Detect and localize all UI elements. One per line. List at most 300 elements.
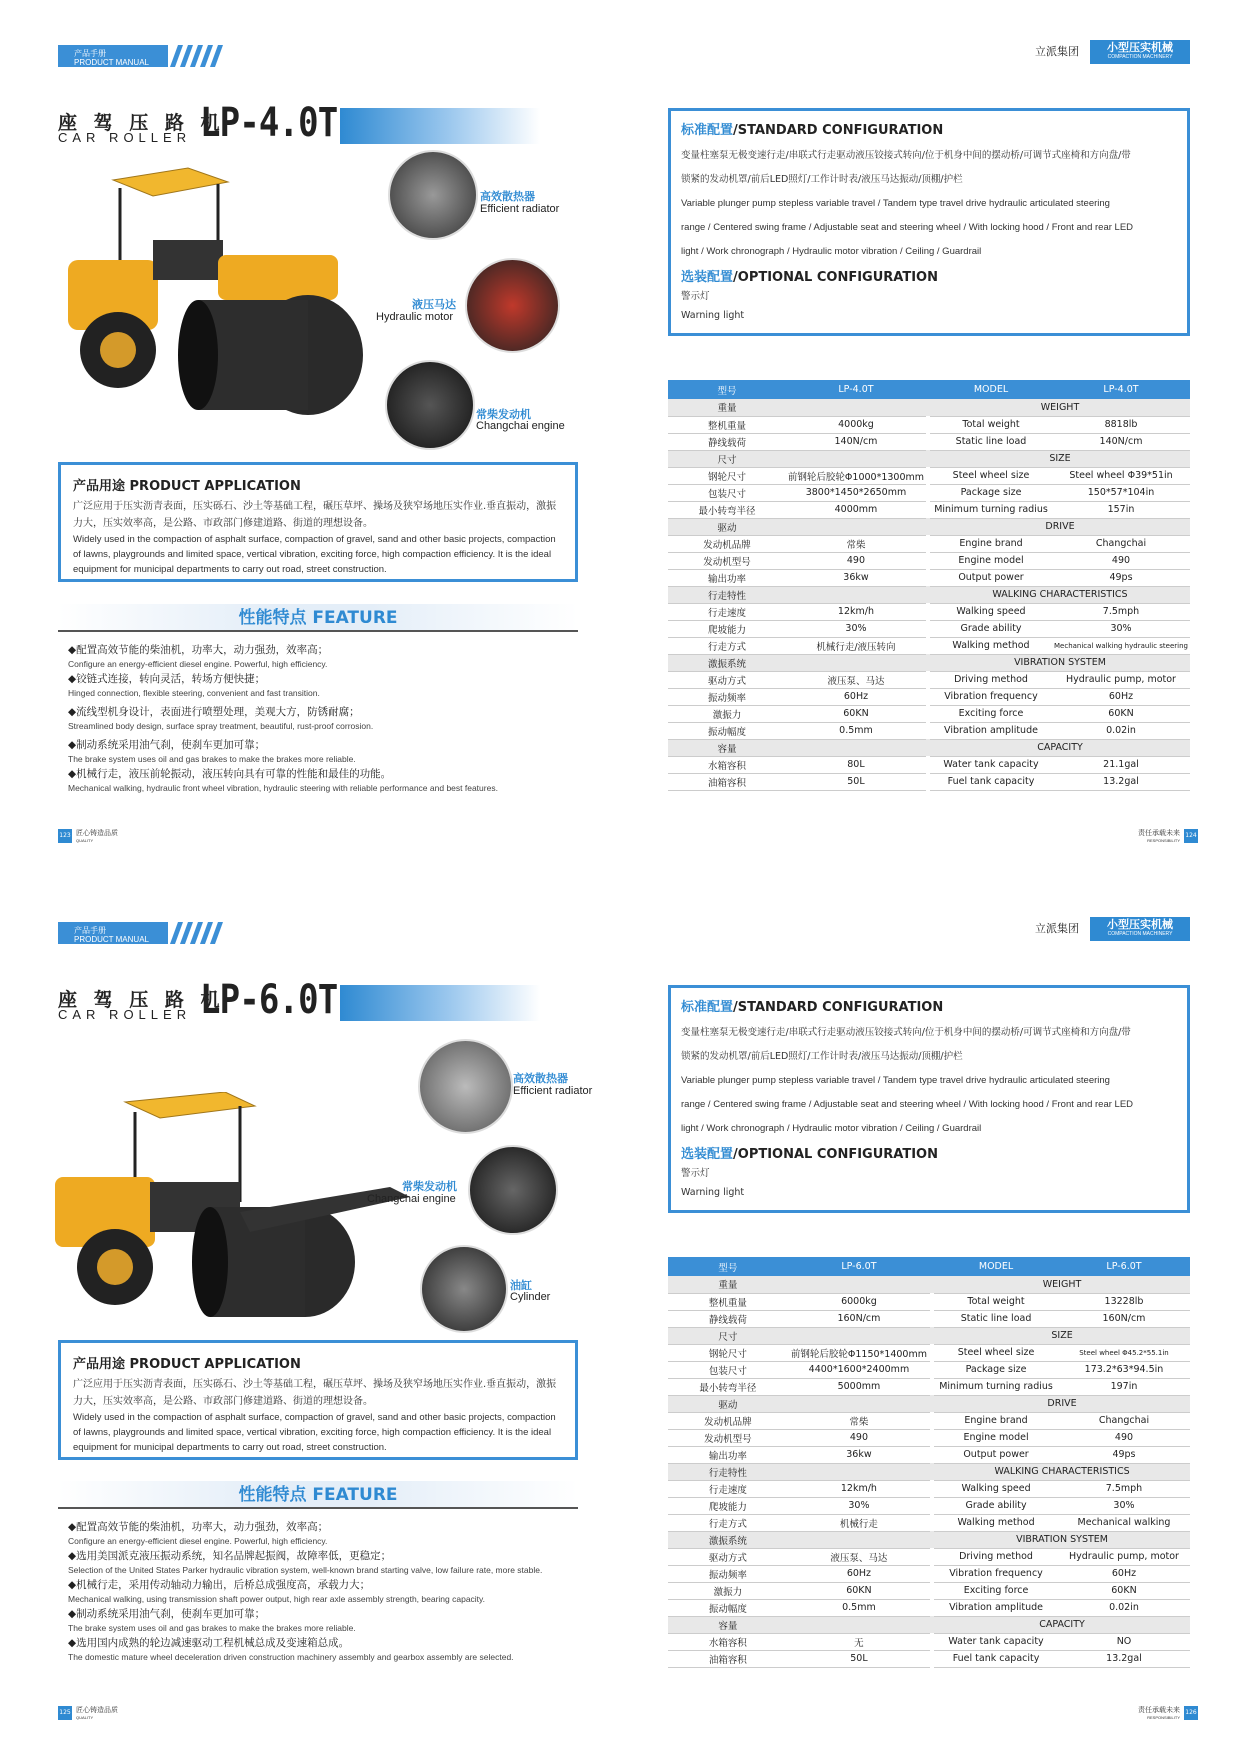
opt-config-zh: 警示灯 (681, 1168, 710, 1179)
spec-section-en: DRIVE (934, 1395, 1190, 1412)
feature-zh: ◆流线型机身设计，表面进行喷塑处理，美观大方，防锈耐腐； (68, 706, 360, 718)
spec-row (668, 620, 1190, 637)
std-title-en: STANDARD CONFIGURATION (737, 1000, 944, 1015)
spec-label-en: Grade ability (934, 1497, 1058, 1514)
spec-value-en: 7.5mph (1052, 603, 1190, 620)
spec-section-zh: 行走特性 (668, 586, 786, 603)
brand-name: 立派集团 (1035, 45, 1079, 58)
spec-section-zh: 尺寸 (668, 450, 786, 467)
spec-value-zh: 常柴 (788, 1412, 930, 1429)
spec-value-en: Steel wheel Φ45.2*55.1in (1058, 1344, 1190, 1361)
spec-label-en: Steel wheel size (934, 1344, 1058, 1361)
opt-title-en: OPTIONAL CONFIGURATION (737, 270, 938, 285)
spec-value-en: Changchai (1058, 1412, 1190, 1429)
opt-title-zh: 选装配置 (681, 270, 734, 285)
engine-photo (468, 1145, 558, 1235)
spec-section-zh: 驱动 (668, 518, 786, 535)
feature-en: Configure an energy-efficient diesel engine. Powerful, high efficiency. (68, 659, 328, 669)
feature-heading: 性能特点 FEATURE (58, 604, 578, 632)
opt-title-en: OPTIONAL CONFIGURATION (737, 1147, 938, 1162)
spec-section-en: VIBRATION SYSTEM (930, 654, 1190, 671)
spec-row (668, 501, 1190, 518)
spec-section-row (668, 586, 1190, 603)
spec-label-zh: 激振力 (668, 1582, 788, 1599)
callout-radiator-zh: 高效散热器 (480, 190, 535, 203)
spec-label-zh: 发动机型号 (668, 552, 786, 569)
feature-en: Hinged connection, flexible steering, convenient and fast transition. (68, 688, 320, 698)
spec-value-zh: 60Hz (788, 1565, 930, 1582)
opt-title-zh: 选装配置 (681, 1147, 734, 1162)
spec-label-zh: 静线载荷 (668, 1310, 788, 1327)
spec-label-en: Exciting force (934, 1582, 1058, 1599)
spec-value-zh: 36kw (786, 569, 926, 586)
footer-left: 123 匠心铸造品质 QUALITY (59, 829, 118, 843)
tab-stripes-decoration (170, 45, 228, 67)
spec-section-en: CAPACITY (930, 739, 1190, 756)
product-manual-tab: 产品手册 PRODUCT MANUAL (58, 45, 168, 67)
spec-section-row (668, 1327, 1190, 1344)
spec-label-en: Walking method (930, 637, 1052, 654)
spec-label-en: Driving method (930, 671, 1052, 688)
spec-label-zh: 钢轮尺寸 (668, 1344, 788, 1361)
spec-header-cell: LP-6.0T (1058, 1257, 1190, 1276)
road-roller-image (50, 1092, 430, 1322)
spec-value-zh: 常柴 (786, 535, 926, 552)
spec-label-en: Grade ability (930, 620, 1052, 637)
spec-value-en: 30% (1058, 1497, 1190, 1514)
spec-value-zh: 机械行走 (788, 1514, 930, 1531)
spec-value-en: 140N/cm (1052, 433, 1190, 450)
spec-label-en: Engine brand (930, 535, 1052, 552)
spec-value-zh: 160N/cm (788, 1310, 930, 1327)
spec-label-zh: 行走方式 (668, 1514, 788, 1531)
std-title-en: STANDARD CONFIGURATION (737, 123, 944, 138)
spec-value-en: NO (1058, 1633, 1190, 1650)
spec-table (668, 380, 1190, 791)
spec-label-en: Static line load (930, 433, 1052, 450)
callout-motor-en: Hydraulic motor (376, 311, 454, 323)
spec-value-zh: 5000mm (788, 1378, 930, 1395)
spec-header-cell: LP-4.0T (1052, 380, 1190, 399)
application-en: Widely used in the compaction of asphalt surface, compaction of gravel, sand and other basic projects, compaction of lawns, playgrounds and limited space, vertical vibration, exciting force, high compaction efficiency. It is the ideal equipment for municipal departments to carry out road, street construction. (73, 534, 556, 575)
feature-en: Mechanical walking, hydraulic front wheel vibration, hydraulic steering with reliable performance and best features. (68, 783, 498, 793)
spec-section-row (668, 518, 1190, 535)
spec-value-en: 173.2*63*94.5in (1058, 1361, 1190, 1378)
engine-photo (385, 360, 475, 450)
spec-section-zh: 容量 (668, 739, 786, 756)
std-config-en: light / Work chronograph / Hydraulic motor vibration / Ceiling / Guardrail (681, 1123, 982, 1134)
spec-label-en: Walking speed (930, 603, 1052, 620)
spec-section-en: WEIGHT (934, 1276, 1190, 1293)
spec-section-row (668, 1616, 1190, 1633)
spec-value-zh: 4000kg (786, 416, 926, 433)
spec-value-en: 490 (1058, 1429, 1190, 1446)
tab-stripes-decoration (170, 922, 228, 944)
spec-value-zh: 50L (788, 1650, 930, 1667)
spec-label-zh: 振动幅度 (668, 722, 786, 739)
spec-value-zh: 140N/cm (786, 433, 926, 450)
feature-heading: 性能特点 FEATURE (58, 1481, 578, 1509)
spec-value-en: 0.02in (1052, 722, 1190, 739)
callout-engine-zh: 常柴发动机 (476, 408, 531, 421)
spec-row (668, 773, 1190, 790)
std-config-en: range / Centered swing frame / Adjustable seat and steering wheel / With locking hood / Front and rear LED (681, 222, 1134, 233)
spec-row (668, 535, 1190, 552)
spec-row (668, 1514, 1190, 1531)
spec-label-en: Water tank capacity (934, 1633, 1058, 1650)
cylinder-photo (420, 1245, 508, 1333)
spec-label-zh: 静线载荷 (668, 433, 786, 450)
spec-value-zh: 36kw (788, 1446, 930, 1463)
feature-zh: ◆机械行走，液压前轮振动，液压转向具有可靠的性能和最佳的功能。 (68, 768, 392, 780)
spec-label-zh: 行走速度 (668, 1480, 788, 1497)
spec-value-zh: 60KN (786, 705, 926, 722)
feature-en: The brake system uses oil and gas brakes to make the brakes more reliable. (68, 754, 356, 764)
spec-row (668, 1565, 1190, 1582)
callout-cylinder-en: Cylinder (510, 1291, 551, 1303)
spec-section-en: DRIVE (930, 518, 1190, 535)
std-config-en: light / Work chronograph / Hydraulic motor vibration / Ceiling / Guardrail (681, 246, 982, 257)
spec-row (668, 705, 1190, 722)
callout-radiator-zh: 高效散热器 (513, 1072, 568, 1085)
spec-label-en: Vibration frequency (930, 688, 1052, 705)
spec-value-zh: 50L (786, 773, 926, 790)
spec-value-en: 490 (1052, 552, 1190, 569)
std-config-zh: 变量柱塞泵无极变速行走/串联式行走驱动液压铰接式转向/位于机身中间的摆动桥/可调节式座椅和方向盘/带 (681, 150, 1131, 161)
spec-section-zh: 尺寸 (668, 1327, 788, 1344)
application-en: Widely used in the compaction of asphalt surface, compaction of gravel, sand and other basic projects, compaction of lawns, playgrounds and limited space, vertical vibration, exciting force, high compaction efficiency. It is the ideal equipment for municipal departments to carry out road, street construction. (73, 1412, 556, 1453)
spec-value-zh: 12km/h (788, 1480, 930, 1497)
spec-label-zh: 激振力 (668, 705, 786, 722)
spec-row (668, 722, 1190, 739)
spec-value-zh: 60KN (788, 1582, 930, 1599)
spec-section-en: VIBRATION SYSTEM (934, 1531, 1190, 1548)
spec-value-en: 160N/cm (1058, 1310, 1190, 1327)
title-gradient-bar (340, 985, 540, 1021)
spec-section-row (668, 399, 1190, 416)
spec-header-cell: 型号 (668, 1257, 788, 1276)
spec-label-en: Static line load (934, 1310, 1058, 1327)
spec-label-en: Minimum turning radius (930, 501, 1052, 518)
std-config-en: Variable plunger pump stepless variable travel / Tandem type travel drive hydraulic articulated steering (681, 198, 1110, 209)
spec-label-zh: 驱动方式 (668, 671, 786, 688)
spec-row (668, 688, 1190, 705)
spec-value-en: Steel wheel Φ39*51in (1052, 467, 1190, 484)
spec-label-en: Vibration frequency (934, 1565, 1058, 1582)
spec-label-zh: 振动频率 (668, 688, 786, 705)
application-zh: 广泛应用于压实沥青表面，压实砾石、沙土等基础工程，碾压草坪、操场及狭窄场地压实作业.垂直振动，激振力大，压实效率高，是公路、市政部门修建道路、街道的理想设备。 (73, 1379, 557, 1407)
spec-header-row (668, 380, 1190, 399)
feature-zh: ◆配置高效节能的柴油机，功率大，动力强劲，效率高； (68, 644, 329, 656)
feature-zh: ◆机械行走，采用传动轴动力输出，后桥总成强度高，承载力大； (68, 1579, 371, 1591)
spec-row (668, 416, 1190, 433)
feature-en: Selection of the United States Parker hydraulic vibration system, well-known brand starting valve, low failure rate, more stable. (68, 1565, 543, 1575)
spec-value-en: 60Hz (1058, 1565, 1190, 1582)
spec-row (668, 1650, 1190, 1667)
spec-label-zh: 爬坡能力 (668, 620, 786, 637)
spec-section-en: WALKING CHARACTERISTICS (930, 586, 1190, 603)
spec-row (668, 1480, 1190, 1497)
spec-label-zh: 最小转弯半径 (668, 1378, 788, 1395)
road-roller-image (58, 160, 378, 420)
spec-section-row (668, 739, 1190, 756)
spec-row (668, 1378, 1190, 1395)
spec-row (668, 467, 1190, 484)
spec-value-zh: 12km/h (786, 603, 926, 620)
spec-label-en: Engine model (930, 552, 1052, 569)
spec-label-zh: 油箱容积 (668, 773, 786, 790)
spec-section-row (668, 1531, 1190, 1548)
std-config-zh: 锁紧的发动机罩/前后LED照灯/工作计时表/液压马达振动/顶棚/护栏 (681, 1051, 963, 1062)
feature-zh: ◆选用美国派克液压振动系统，知名品牌起振阀，故障率低，更稳定； (68, 1550, 392, 1562)
spec-row (668, 1497, 1190, 1514)
spec-label-en: Minimum turning radius (934, 1378, 1058, 1395)
spec-label-en: Walking speed (934, 1480, 1058, 1497)
spec-label-en: Total weight (934, 1293, 1058, 1310)
spec-row (668, 1582, 1190, 1599)
opt-config-zh: 警示灯 (681, 291, 710, 302)
spec-value-en: 150*57*104in (1052, 484, 1190, 501)
category-badge: 小型压实机械 COMPACTION MACHINERY (1090, 917, 1190, 941)
callout-motor-zh: 液压马达 (412, 298, 456, 311)
spec-row (668, 637, 1190, 654)
title-en: CAR ROLLER (58, 130, 192, 145)
spec-value-en: 157in (1052, 501, 1190, 518)
spec-section-row (668, 1395, 1190, 1412)
spec-value-zh: 4400*1600*2400mm (788, 1361, 930, 1378)
spec-value-en: 13.2gal (1058, 1650, 1190, 1667)
spec-label-zh: 爬坡能力 (668, 1497, 788, 1514)
title-gradient-bar (340, 108, 540, 144)
spec-section-en: WALKING CHARACTERISTICS (934, 1463, 1190, 1480)
spec-value-en: 30% (1052, 620, 1190, 637)
spec-value-en: Hydraulic pump, motor (1058, 1548, 1190, 1565)
spec-label-en: Driving method (934, 1548, 1058, 1565)
model-number: LP-6.0T (200, 977, 338, 1023)
spec-label-zh: 包装尺寸 (668, 1361, 788, 1378)
spec-section-en: SIZE (934, 1327, 1190, 1344)
callout-cylinder-zh: 油缸 (510, 1279, 532, 1292)
feature-en: The brake system uses oil and gas brakes to make the brakes more reliable. (68, 1623, 356, 1633)
spec-value-zh: 机械行走/液压转向 (786, 637, 926, 654)
spec-label-en: Vibration amplitude (930, 722, 1052, 739)
spec-value-zh: 60Hz (786, 688, 926, 705)
feature-en: Configure an energy-efficient diesel engine. Powerful, high efficiency. (68, 1536, 328, 1546)
feature-en: Streamlined body design, surface spray treatment, beautiful, rust-proof corrosion. (68, 721, 374, 731)
spec-label-en: Fuel tank capacity (934, 1650, 1058, 1667)
spec-label-zh: 包装尺寸 (668, 484, 786, 501)
spec-section-row (668, 1276, 1190, 1293)
std-config-en: range / Centered swing frame / Adjustable seat and steering wheel / With locking hood / Front and rear LED (681, 1099, 1134, 1110)
application-title: 产品用途 PRODUCT APPLICATION (73, 1357, 301, 1372)
footer-left: 125 匠心铸造品质 QUALITY (59, 1706, 118, 1720)
spec-label-zh: 行走速度 (668, 603, 786, 620)
application-box (58, 462, 578, 582)
feature-zh: ◆制动系统采用油气刹，使刹车更加可靠； (68, 739, 266, 751)
spec-row (668, 756, 1190, 773)
model-number: LP-4.0T (200, 100, 338, 146)
spec-value-zh: 80L (786, 756, 926, 773)
spec-label-zh: 水箱容积 (668, 1633, 788, 1650)
spec-label-en: Package size (930, 484, 1052, 501)
spec-label-zh: 驱动方式 (668, 1548, 788, 1565)
spec-row (668, 1344, 1190, 1361)
callout-engine-zh: 常柴发动机 (402, 1180, 457, 1193)
spec-section-row (668, 654, 1190, 671)
spec-value-zh: 0.5mm (788, 1599, 930, 1616)
spec-section-en: WEIGHT (930, 399, 1190, 416)
spec-label-zh: 最小转弯半径 (668, 501, 786, 518)
spec-label-en: Water tank capacity (930, 756, 1052, 773)
spec-label-en: Output power (934, 1446, 1058, 1463)
category-badge: 小型压实机械 COMPACTION MACHINERY (1090, 40, 1190, 64)
spec-row (668, 1412, 1190, 1429)
spec-value-en: Changchai (1052, 535, 1190, 552)
spec-value-en: Mechanical walking hydraulic steering (1052, 637, 1190, 654)
spec-label-zh: 行走方式 (668, 637, 786, 654)
spec-row (668, 1446, 1190, 1463)
spec-value-en: 13228lb (1058, 1293, 1190, 1310)
feature-zh: ◆铰链式连接，转向灵活，转场方便快捷； (68, 673, 266, 685)
title-en: CAR ROLLER (58, 1007, 192, 1022)
spec-header-row (668, 1257, 1190, 1276)
spec-section-zh: 激振系统 (668, 1531, 788, 1548)
spec-label-zh: 振动频率 (668, 1565, 788, 1582)
feature-zh: ◆制动系统采用油气刹，使刹车更加可靠； (68, 1608, 266, 1620)
feature-list (68, 642, 578, 795)
brochure-spread-lp6 (0, 877, 1240, 1754)
spec-row (668, 1361, 1190, 1378)
spec-row (668, 569, 1190, 586)
spec-value-en: 7.5mph (1058, 1480, 1190, 1497)
spec-value-zh: 前钢轮后胶轮Φ1150*1400mm (788, 1344, 930, 1361)
spec-row (668, 671, 1190, 688)
spec-value-zh: 液压泵、马达 (786, 671, 926, 688)
spec-value-en: 8818lb (1052, 416, 1190, 433)
feature-zh: ◆配置高效节能的柴油机，功率大，动力强劲，效率高； (68, 1521, 329, 1533)
spec-label-en: Vibration amplitude (934, 1599, 1058, 1616)
spec-value-zh: 30% (788, 1497, 930, 1514)
spec-label-en: Output power (930, 569, 1052, 586)
spec-value-en: Hydraulic pump, motor (1052, 671, 1190, 688)
std-title-zh: 标准配置 (681, 1000, 734, 1015)
spec-value-zh: 3800*1450*2650mm (786, 484, 926, 501)
spec-value-zh: 无 (788, 1633, 930, 1650)
configuration-box: 标准配置/STANDARD CONFIGURATION 变量柱塞泵无极变速行走/串联式行走驱动液压铰接式转向/位于机身中间的摆动桥/可调节式座椅和方向盘/带 锁紧的发动机罩/前后LED照灯/工作计时表/液压马达振动/顶棚/护栏 Variable plunger pump stepless variable travel / Tandem type travel drive hydraulic articulated steering range / Centered swing frame / Adjustable seat and steering wheel / With locking hood / Front and rear LED light / Work chronograph / Hydraulic motor vibration / Ceiling / Guardrail 选装配置/OPTIONAL CONFIGURATION 警示灯 Warning light (668, 985, 1190, 1213)
spec-value-en: 60KN (1052, 705, 1190, 722)
spec-label-zh: 整机重量 (668, 1293, 788, 1310)
spec-value-zh: 490 (788, 1429, 930, 1446)
spec-section-zh: 驱动 (668, 1395, 788, 1412)
spec-header-cell: LP-6.0T (788, 1257, 930, 1276)
spec-section-row (668, 1463, 1190, 1480)
spec-value-en: 49ps (1052, 569, 1190, 586)
spec-value-en: 197in (1058, 1378, 1190, 1395)
spec-row (668, 433, 1190, 450)
spec-label-zh: 振动幅度 (668, 1599, 788, 1616)
spec-label-en: Walking method (934, 1514, 1058, 1531)
spec-header-cell: LP-4.0T (786, 380, 926, 399)
callout-engine-en: Changchai engine (367, 1193, 456, 1205)
spec-label-zh: 发动机型号 (668, 1429, 788, 1446)
radiator-photo (418, 1039, 513, 1134)
spec-label-en: Package size (934, 1361, 1058, 1378)
spec-value-en: 49ps (1058, 1446, 1190, 1463)
opt-config-en: Warning light (681, 310, 745, 321)
spec-label-en: Fuel tank capacity (930, 773, 1052, 790)
spec-value-zh: 490 (786, 552, 926, 569)
spec-section-zh: 重量 (668, 399, 786, 416)
spec-label-en: Engine brand (934, 1412, 1058, 1429)
spec-section-zh: 容量 (668, 1616, 788, 1633)
feature-zh: ◆选用国内成熟的轮边减速驱动工程机械总成及变速箱总成。 (68, 1637, 350, 1649)
spec-value-en: 0.02in (1058, 1599, 1190, 1616)
configuration-box: 标准配置/STANDARD CONFIGURATION 变量柱塞泵无极变速行走/串联式行走驱动液压铰接式转向/位于机身中间的摆动桥/可调节式座椅和方向盘/带 锁紧的发动机罩/前后LED照灯/工作计时表/液压马达振动/顶棚/护栏 Variable plunger pump stepless variable travel / Tandem type travel drive hydraulic articulated steering range / Centered swing frame / Adjustable seat and steering wheel / With locking hood / Front and rear LED light / Work chronograph / Hydraulic motor vibration / Ceiling / Guardrail 选装配置/OPTIONAL CONFIGURATION 警示灯 Warning light (668, 108, 1190, 336)
spec-row (668, 552, 1190, 569)
spec-row (668, 1429, 1190, 1446)
callout-radiator-en: Efficient radiator (513, 1085, 593, 1097)
spec-value-zh: 30% (786, 620, 926, 637)
spec-label-en: Steel wheel size (930, 467, 1052, 484)
spec-header-cell: 型号 (668, 380, 786, 399)
hydraulic-motor-photo (465, 258, 560, 353)
spec-label-en: Total weight (930, 416, 1052, 433)
spec-row (668, 484, 1190, 501)
opt-config-en: Warning light (681, 1187, 745, 1198)
spec-value-zh: 6000kg (788, 1293, 930, 1310)
brand-name: 立派集团 (1035, 922, 1079, 935)
application-zh: 广泛应用于压实沥青表面，压实砾石、沙土等基础工程，碾压草坪、操场及狭窄场地压实作业.垂直振动，激振力大，压实效率高，是公路、市政部门修建道路、街道的理想设备。 (73, 501, 557, 529)
spec-value-en: 13.2gal (1052, 773, 1190, 790)
feature-en: Mechanical walking, using transmission shaft power output, high rear axle assembly strength, bearing capacity. (68, 1594, 486, 1604)
radiator-photo (388, 150, 478, 240)
spec-value-en: 21.1gal (1052, 756, 1190, 773)
feature-list (68, 1519, 578, 1664)
spec-section-row (668, 450, 1190, 467)
title-zh: 座 驾 压 路 机 (58, 989, 225, 1011)
spec-label-zh: 发动机品牌 (668, 535, 786, 552)
callout-engine-en: Changchai engine (476, 420, 565, 432)
std-config-zh: 锁紧的发动机罩/前后LED照灯/工作计时表/液压马达振动/顶棚/护栏 (681, 174, 963, 185)
spec-row (668, 1599, 1190, 1616)
spec-row (668, 1310, 1190, 1327)
spec-value-zh: 前钢轮后胶轮Φ1000*1300mm (786, 467, 926, 484)
spec-label-en: Engine model (934, 1429, 1058, 1446)
spec-row (668, 603, 1190, 620)
spec-label-zh: 水箱容积 (668, 756, 786, 773)
spec-value-zh: 液压泵、马达 (788, 1548, 930, 1565)
spec-section-en: SIZE (930, 450, 1190, 467)
spec-label-zh: 油箱容积 (668, 1650, 788, 1667)
title-zh: 座 驾 压 路 机 (58, 112, 225, 134)
spec-section-zh: 激振系统 (668, 654, 786, 671)
spec-value-en: Mechanical walking (1058, 1514, 1190, 1531)
spec-section-zh: 重量 (668, 1276, 788, 1293)
spec-label-zh: 输出功率 (668, 569, 786, 586)
spec-label-zh: 整机重量 (668, 416, 786, 433)
std-title-zh: 标准配置 (681, 123, 734, 138)
spec-label-zh: 发动机品牌 (668, 1412, 788, 1429)
spec-section-zh: 行走特性 (668, 1463, 788, 1480)
callout-radiator-en: Efficient radiator (480, 203, 560, 215)
spec-table (668, 1257, 1190, 1668)
spec-label-en: Exciting force (930, 705, 1052, 722)
product-manual-tab: 产品手册 PRODUCT MANUAL (58, 922, 168, 944)
spec-value-en: 60KN (1058, 1582, 1190, 1599)
spec-value-zh: 0.5mm (786, 722, 926, 739)
application-box (58, 1340, 578, 1460)
application-title: 产品用途 PRODUCT APPLICATION (73, 479, 301, 494)
